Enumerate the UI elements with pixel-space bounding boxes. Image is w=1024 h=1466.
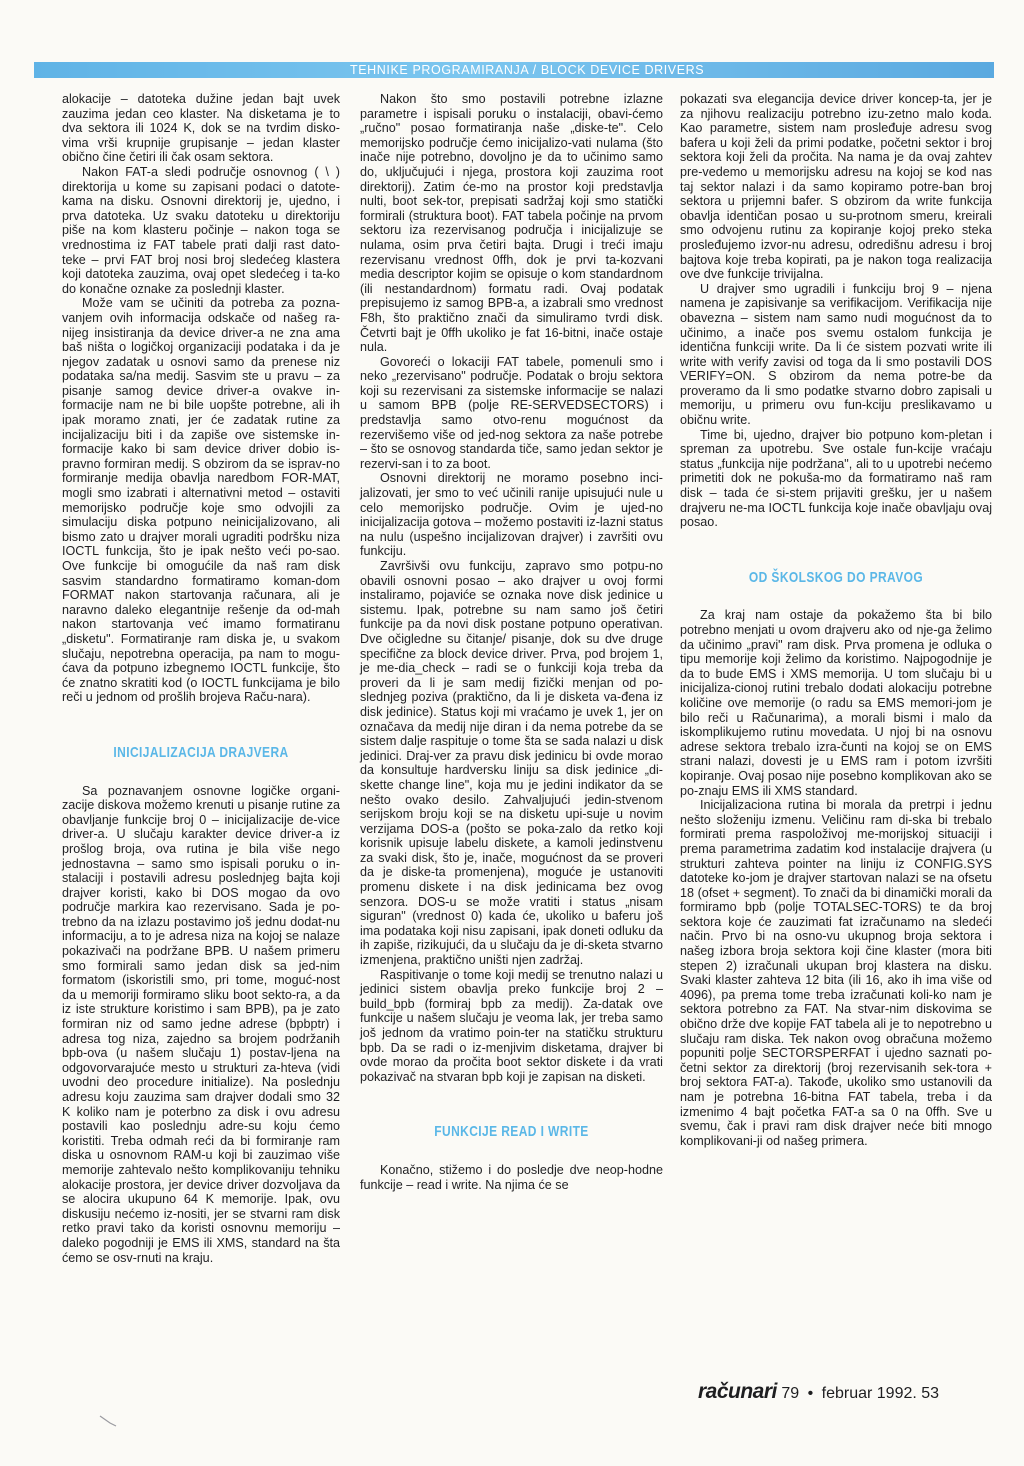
paragraph: Osnovni direktorij ne moramo posebno inci-jalizovati, jer smo to već učinili ranije upisujući nule u celo memorijsko područje. Ovim je ujed-no inicijalizacija gotova – možemo postaviti iz-lazni status na nulu (uspešno incijalizovan drajver) i završiti ovu funkciju.	[360, 471, 663, 559]
column-2	[360, 92, 663, 1192]
page-number: 53	[921, 1385, 940, 1402]
page-footer	[698, 1380, 939, 1404]
paragraph: U drajver smo ugradili i funkciju broj 9 – njena namena je zapisivanje sa verifikacijom. Verifikacija nije obavezna – sistem nam samo nudi mogućnost da to učinimo, a inače pos svemu ostalom funkcija je identična funkciji write. Da li će sistem pozvati write ili write with verify zavisi od toga da li smo postavili DOS VERIFY=ON. S obzirom da nema potre-be da proveramo da li smo podatke stvarno dobro zapisali u memoriju, u primeru ovu fun-kciju preslikavamo u običnu write.	[680, 281, 992, 428]
paragraph: Završivši ovu funkciju, zapravo smo potpu-no obavili osnovni posao – ako drajver u ovoj formi instaliramo, pojaviće se oznaka nove disk jedinice u sistemu. Ipak, potrebne su nam samo još četiri funkcije pa da novi disk postane potpuno operativan. Dve očigledne su čitanje/ pisanje, dok su dve druge specifične za block device driver. Prva, pod brojem 1, je me-dia_check – radi se o funkciji koja treba da proveri da li je sam medij fizički menjan od po-slednjeg poziva (praktično, da li je disketa va-đena iz disk jedinice). Status koji mi vraćamo je uvek 1, jer on označava da medij nije diran i da nema potrebe da se sistem dalje raspituje o tome šta se sada nalazi u disk jedinici. Draj-ver za pravu disk jedinicu bi ovde morao da konsultuje hardversku liniju sa disk jedinice „di-skette change line", koja mu je jedini indikator da se nešto ovako desilo. Zahvaljujući jedin-stvenom serijskom broju koji se na disketu upi-suje u novim verzijama DOS-a (pošto se poka-zalo da retko koji korisnik upisuje labelu diskete, a kamoli jedinstvenu za svaki disk, što je, inače, mogućnost da se proveri da je diske-ta promenjena), moguće je ustanoviti promenu diskete i na disk jedinicama bez ovog senzora. DOS-u se može vratiti i status „nisam siguran" (vrednost 0) kada će, ukoliko u baferu još ima podataka koji nisu zapisani, ipak doneti odluku da ih zapiše, rizikujući, da u slučaju da je di-sketa stvarno izmenjena, praktično uništi njen zadržaj.	[360, 559, 663, 968]
bullet-separator: •	[807, 1385, 814, 1402]
paragraph: pokazati sva elegancija device driver koncep-ta, jer je za njihovu realizaciju potrebno izu-zetno malo koda. Kao parametre, sistem nam prosleđuje adresu svog bafera u koji želi da primi podatke, početni sektor i broj sektora koji želi da pročita. Na nama je da ovaj zahtev pre-vedemo u memorijsku adresu na kojoj se kod nas taj sektor nalazi i da samo kopiramo potre-ban broj sektora u prijemni bafer. S obzirom da write funkcija obavlja identičan posao u su-protnom smeru, kreirali smo odvojenu rutinu za kopiranje kojoj preko steka prosleđujemo izvor-nu adresu, odredišnu adresu i broj bajtova koje treba kopirati, pa je nakon toga realizacija ove dve funkcije trivijalna.	[680, 92, 992, 282]
paragraph: alokacije – datoteka dužine jedan bajt uvek zauzima jedan ceo klaster. Na disketama je to dva sektora ili 1024 K, dok se na tvrdim disko-vima vrši krupnije grupisanje – jedan klaster obično čine četiri ili čak osam sektora.	[62, 92, 340, 165]
magazine-logo: računari	[698, 1380, 777, 1403]
paragraph: Sa poznavanjem osnovne logičke organi-zacije diskova možemo krenuti u pisanje rutine za obavljanje funkcije broj 0 – inicijalizacije de-vice driver-a. U slučaju karakter device driver-a iz prošlog broja, ova rutina je bila više nego jednostavna – samo smo ispisali poruku o in-stalaciji i postavili adresu poslednjeg bajta koji drajver koristi, kako bi DOS mogao da ovo područje markira kao rezervisano. Sada je po-trebno da na izlazu postavimo još jednu dodat-nu informaciju, a to je adresa niza na kojoj se nalaze pokazivači na podržane BPB. U našem primeru smo formirali samo jedan disk sa jed-nim formatom (iskoristili smo, pri tome, moguć-nost da u memoriji formiramo sliku boot sekto-ra, a da iz iste strukture koristimo i sam BPB), pa je zato formiran niz od samo jedne adrese (bpbptr) i adresa tog niza, zajedno sa brojem podržanih bpb-ova (u našem slučaju 1) postav-ljena na odgovorvarajuće mesto u strukturi za-hteva (vidi uvodni deo procedure initialize). Na poslednju adresu koju zauzima sam drajver dodali smo 32 K koliko nam je poterbno za disk i ovu adresu postavili kao poslednju adre-su koju ćemo koristiti. Treba odmah reći da bi formiranje ram diska u osnovnom RAM-u koji bi zauzimao više memorije zahtevalo nešto komplikovaniju tehniku alokacije prostora, jer device driver dozvoljava da se alocira ukupuno 64 K memorije. Ipak, ovu diskusiju nećemo iz-nositi, jer se stvarni ram disk retko pravi tako da koristi osnovnu memoriju – daleko pogodniji je EMS ili XMS, standard na šta ćemo se osv-rnuti na kraju.	[62, 783, 340, 1265]
issue-number: 79	[781, 1385, 800, 1402]
paragraph: Time bi, ujedno, drajver bio potpuno kom-pletan i spreman za upotrebu. Sve ostale fun-kcije vraćaju status „funkcija nije podržana", ali to u upotrebi nećemo primetiti dok ne pokuša-mo da formatiramo naš ram disk – tada će si-stem prijaviti grešku, jer u našem drajveru ne-ma IOCTL funkcija koje inače obavljaju ovaj posao.	[680, 427, 992, 530]
paragraph: Nakon FAT-a sledi područje osnovnog ( \ ) direktorija u kome su zapisani podaci o datote-kama na disku. Osnovni direktorij je, ujedno, i prva datoteka. Uz svaku datoteku u direktoriju piše na kom klasteru počinje – nakon toga se vrednostima iz FAT tabele prati dalji rast dato-teke – prvi FAT broj nosi broj sledećeg klastera koji datoteka zauzima, ovaj opet sledećeg i ta-ko do konačne oznake za poslednji klaster.	[62, 164, 340, 296]
paragraph: Može vam se učiniti da potreba za pozna-vanjem ovih informacija odskače od našeg ra-nijeg insistiranja da device driver-a ne zna ama baš ništa o logičkoj organizaciji podataka i da je njegov zadatak u osnovi samo da prenese niz podataka sa/na medij. Sasvim ste u pravu – za pisanje samog device driver-a ovakve in-formacije nam ne bi bile uopšte potrebne, ali ih ipak moramo znati, jer će zadatak rutine za incijalizaciju biti i da zapiše ove sistemske in-formacije kako bi sam device driver dobio is-pravno formiran medij. S obzirom da se isprav-no formiranje medija obavlja naredbom FOR-MAT, mogli smo izabrati i alternativni metod – ostaviti memorijsko područje koje smo odvojili za simulaciju diska potpuno neinicijalizovano, ali bismo zato u drajver morali ugraditi podršku niza IOCTL funkcija, što je ipak nešto veći po-sao. Ove funkcije bi omogućile da naš ram disk sasvim standardno formatiramo koman-dom FORMAT nakon startovanja računara, ali je naravno daleko elegantnije rešenje da od-mah nakon startovanja već imamo formatiranu „disketu". Formatiranje ram diska je, u svakom slučaju, nepotrebna operacija, pa nam to mogu-ćava da potpuno izbegnemo IOCTL funkcije, što će znatno skratiti kod (o IOCTL funkcijama je bilo reči u jednom od prošlih brojeva Raču-nara).	[62, 296, 340, 705]
paragraph: Za kraj nam ostaje da pokažemo šta bi bilo potrebno menjati u ovom drajveru ako od nje-ga želimo da učinimo „pravi" ram disk. Prva promena je odluka o tipu memorije koji želimo da koristimo. Najpogodnije je da to bude EMS i XMS memorija. U tom slučaju bi u inicijaliza-cionoj rutini trebalo dodati alokaciju potrebne količine ove memorije (o radu sa EMS memori-jom je bilo reči u Računarima), a morali bismi i malo da iskomplikujemo rutinu movedata. U njoj bi na osnovu adrese sektora trebalo izra-čunti na kojoj se on EMS strani nalazi, dovesti je u EMS ram i potom izvršiti kopiranje. Ovaj posao nije posebno komplikovan ako se po-znaju EMS ili XMS standard.	[680, 608, 992, 798]
pen-mark-icon	[98, 1414, 118, 1428]
banner-title: TEHNIKE PROGRAMIRANJA / BLOCK DEVICE DRIVERS	[350, 63, 705, 77]
section-heading: INICIJALIZACIJA DRAJVERA	[113, 743, 289, 761]
issue-date: februar 1992.	[821, 1385, 917, 1402]
section-banner	[34, 62, 994, 78]
section-heading: OD ŠKOLSKOG DO PRAVOG	[748, 567, 924, 586]
paragraph: Raspitivanje o tome koji medij se trenutno nalazi u jedinici sistem obavlja preko funkcije broj 2 – build_bpb (formiraj bpb za medij). Za-datak ove funkcije u našem slučaju je veoma lak, jer treba samo još jednom da vratimo poin-ter na statičku strukturu bpb. Da se radi o iz-menjivim disketama, drajver bi ovde morao da pročita boot sektor diskete i da vrati pokazivač na stvaran bpb koji je zapisan na disketi.	[360, 967, 663, 1084]
section-heading: FUNKCIJE READ I WRITE	[434, 1122, 589, 1141]
column-3	[680, 92, 992, 1148]
paragraph: Konačno, stižemo i do posledje dve neop-hodne funkcije – read i write. Na njima će se	[360, 1162, 663, 1192]
paragraph: Govoreći o lokaciji FAT tabele, pomenuli smo i neko „rezervisano" područje. Podatak o broju sektora koji su rezervisani za sistemske informacije se nalazi u samom BPB (polje RE-SERVEDSECTORS) i predstavlja samo otvo-renu mogućnost da rezervišemo više od jed-nog sektora za naše potrebe – što se osnovog standarda tiče, samo jedan sektor je rezervi-san i to za boot.	[360, 354, 663, 471]
paragraph: Inicijalizaciona rutina bi morala da pretrpi i jednu nešto složeniju izmenu. Veličinu ram di-ska bi trebalo formirati prema raspoloživoj me-morijskoj situaciji i prema parametrima zadatim kod instalacije drajvera (u strukturi zahteva pointer na liniju iz CONFIG.SYS datoteke ko-jom je drajver startovan nalazi se na ofsetu 18 (ofset + segment). To znači da bi dinamički morali da formiramo bpb (polje TOTALSEC-TORS) te da broj sektora koje će zauzimati fat izračunamo na sledeći način. Prvo bi na osno-vu ukupnog broja sektora i našeg izbora broja sektora koji čine klaster (mora biti stepen 2) izračunali ukupan broj klastera na disku. Svaki klaster zahteva 12 bita (ili 16, ako ih ima više od 4096), pa prema tome treba izračunati koli-ko nam je sektora potrebno za FAT. Na stvar-nim diskovima se obično drže dve kopije FAT tabela ali je to nepotrebno u slučaju ram diska. Tek nakon ovog obračuna možemo popuniti polje SECTORSPERFAT i ujedno saznati po-četni sektor za direktorij (broj rezervisanih sek-tora + broj sektora FAT-a). Takođe, ukoliko smo ustanovili da nam je potrebna 16-bitna FAT tabela, treba i da izmenimo 4 bajt početka FAT-a sa 0 na 0ffh. Sve u svemu, čak i pravi ram disk drajver neće biti mnogo komplikovani-ji od našeg primera.	[680, 798, 992, 1148]
paragraph: Nakon što smo postavili potrebne izlazne parametre i ispisali poruku o instalaciji, obavi-ćemo „ručno" posao formatiranja naše „diske-te". Celo memorijsko područje ćemo inicijalizo-vati nulama (što inače nije potrebno, dovoljno je da to učinimo samo do, uključujući i njega, prostora koji zauzima root direktorij). Zatim će-mo na prostor koji predstavlja nulti, boot sek-tor, prepisati sadržaj koji smo statički formirali (struktura boot). FAT tabela počinje na prvom sektoru iza rezervisanog područja i inicijalizuje se nulama, osim prva četiri bajta. Drugi i treći imaju rezervisanu vrednost 0ffh, dok je prvi ta-kozvani media descriptor kojim se opisuje o kom standardnom (ili nestandardnom) formatu radi. Ovaj podatak prepisujemo iz samog BPB-a, a izabrali smo vrednost F8h, što praktično znači da simuliramo tvrdi disk. Četvrti bajt je 0ffh ukoliko je fat 16-bitni, inače ostaje nula.	[360, 92, 663, 355]
column-1	[62, 92, 340, 1265]
